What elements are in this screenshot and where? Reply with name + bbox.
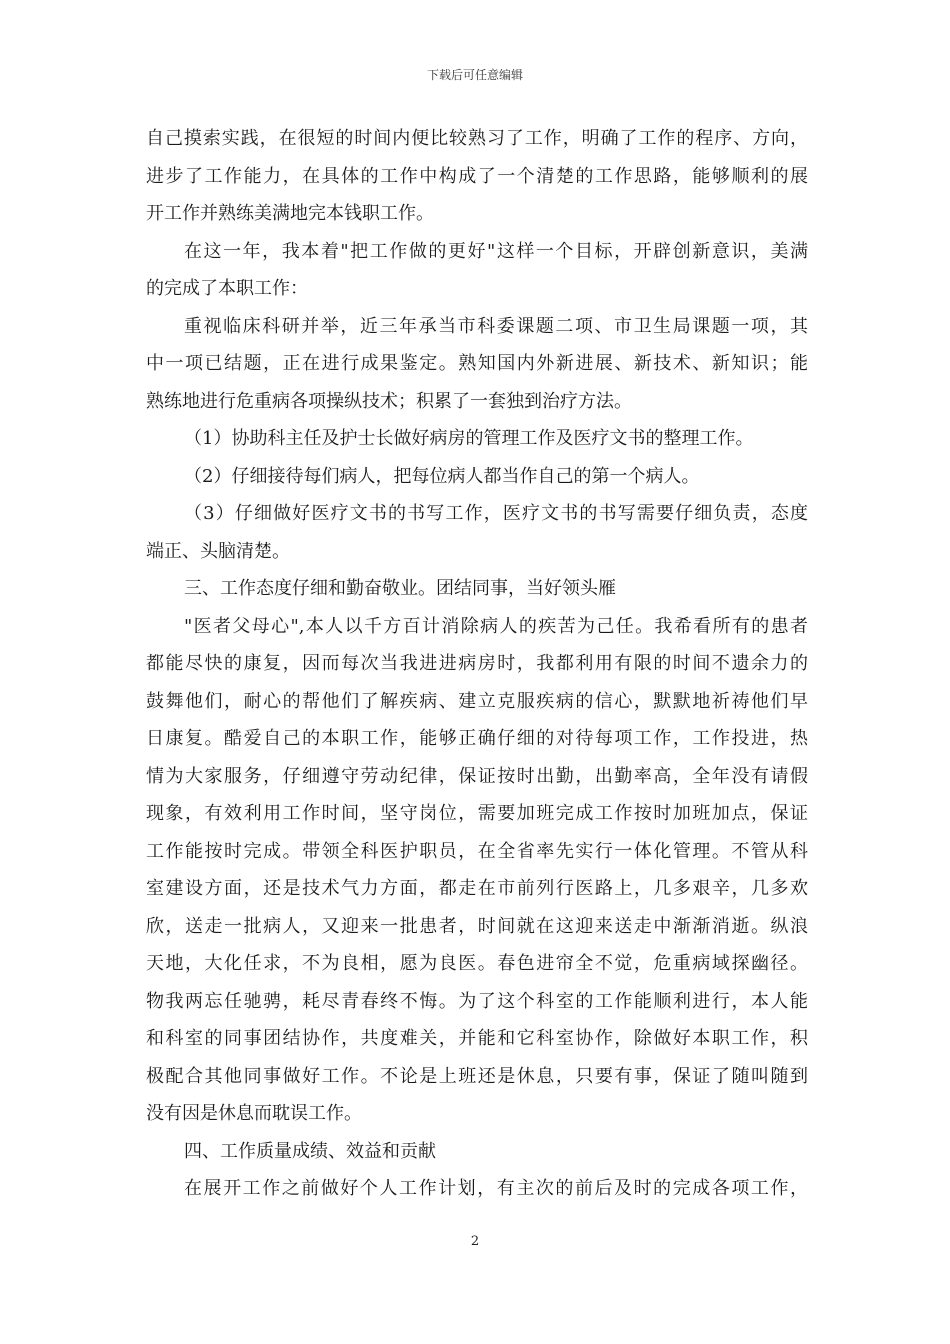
text-line: （1）协助科主任及护士长做好病房的管理工作及医疗文书的整理工作。 bbox=[184, 428, 754, 449]
header-note: 下载后可任意编辑 bbox=[426, 68, 523, 82]
text-line: 的完成了本职工作： bbox=[146, 278, 308, 299]
text-line: 都能尽快的康复，因而每次当我进进病房时，我都利用有限的时间不遗余力的 bbox=[146, 653, 808, 674]
text-line: 没有因是休息而耽误工作。 bbox=[146, 1103, 362, 1124]
text-line: （2）仔细接待每们病人，把每位病人都当作自己的第一个病人。 bbox=[184, 465, 700, 487]
section-heading: 三、工作态度仔细和勤奋敬业。团结同事，当好领头雁 bbox=[184, 578, 616, 599]
page-number: 2 bbox=[470, 1234, 480, 1249]
text-line: 物我两忘任驰骋，耗尽青春终不悔。为了这个科室的工作能顺利进行，本人能 bbox=[146, 990, 808, 1012]
text-line: 鼓舞他们，耐心的帮他们了解疾病、建立克服疾病的信心，默默地祈祷他们早 bbox=[146, 690, 808, 712]
text-line: 现象，有效利用工作时间，坚守岗位，需要加班完成工作按时加班加点，保证 bbox=[146, 803, 808, 824]
document-body bbox=[146, 120, 808, 1208]
text-line: 情为大家服务，仔细遵守劳动纪律，保证按时出勤，出勤率高，全年没有请假 bbox=[146, 765, 808, 787]
text-line: 自己摸索实践，在很短的时间内便比较熟习了工作，明确了工作的程序、方向， bbox=[146, 128, 808, 149]
text-line: 和科室的同事团结协作，共度难关，并能和它科室协作，除做好本职工作，积 bbox=[146, 1028, 808, 1049]
text-line: 进步了工作能力，在具体的工作中构成了一个清楚的工作思路，能够顺利的展 bbox=[146, 165, 808, 187]
text-line: 在这一年，我本着"把工作做的更好"这样一个目标，开辟创新意识，美满 bbox=[184, 240, 808, 262]
text-line: "医者父母心",本人以千方百计消除病人的疾苦为己任。我希看所有的患者 bbox=[184, 615, 808, 637]
text-line: 熟练地进行危重病各项操纵技术；积累了一套独到治疗方法。 bbox=[146, 390, 632, 412]
text-line: 欣，送走一批病人，又迎来一批患者，时间就在这迎来送走中渐渐消逝。纵浪 bbox=[146, 915, 808, 937]
text-line: 中一项已结题，正在进行成果鉴定。熟知国内外新进展、新技术、新知识；能 bbox=[146, 353, 808, 374]
text-line: 工作能按时完成。带领全科医护职员，在全省率先实行一体化管理。不管从科 bbox=[146, 840, 808, 862]
text-line: 重视临床科研并举，近三年承当市科委课题二项、市卫生局课题一项，其 bbox=[184, 315, 808, 337]
text-line: （3）仔细做好医疗文书的书写工作，医疗文书的书写需要仔细负责，态度 bbox=[184, 503, 808, 524]
text-line: 开工作并熟练美满地完本钱职工作。 bbox=[146, 203, 434, 224]
text-line: 在展开工作之前做好个人工作计划，有主次的前后及时的完成各项工作， bbox=[184, 1178, 808, 1199]
text-line: 极配合其他同事做好工作。不论是上班还是休息，只要有事，保证了随叫随到 bbox=[146, 1065, 808, 1087]
section-heading: 四、工作质量成绩、效益和贡献 bbox=[184, 1140, 436, 1162]
text-line: 室建设方面，还是技术气力方面，都走在市前列行医路上，几多艰辛，几多欢 bbox=[146, 878, 808, 899]
text-line: 日康复。酷爱自己的本职工作，能够正确仔细的对待每项工作，工作投进，热 bbox=[146, 728, 808, 749]
text-line: 天地，大化任求，不为良相，愿为良医。春色进帘全不觉，危重病域探幽径。 bbox=[146, 953, 808, 974]
text-line: 端正、头脑清楚。 bbox=[146, 540, 290, 562]
